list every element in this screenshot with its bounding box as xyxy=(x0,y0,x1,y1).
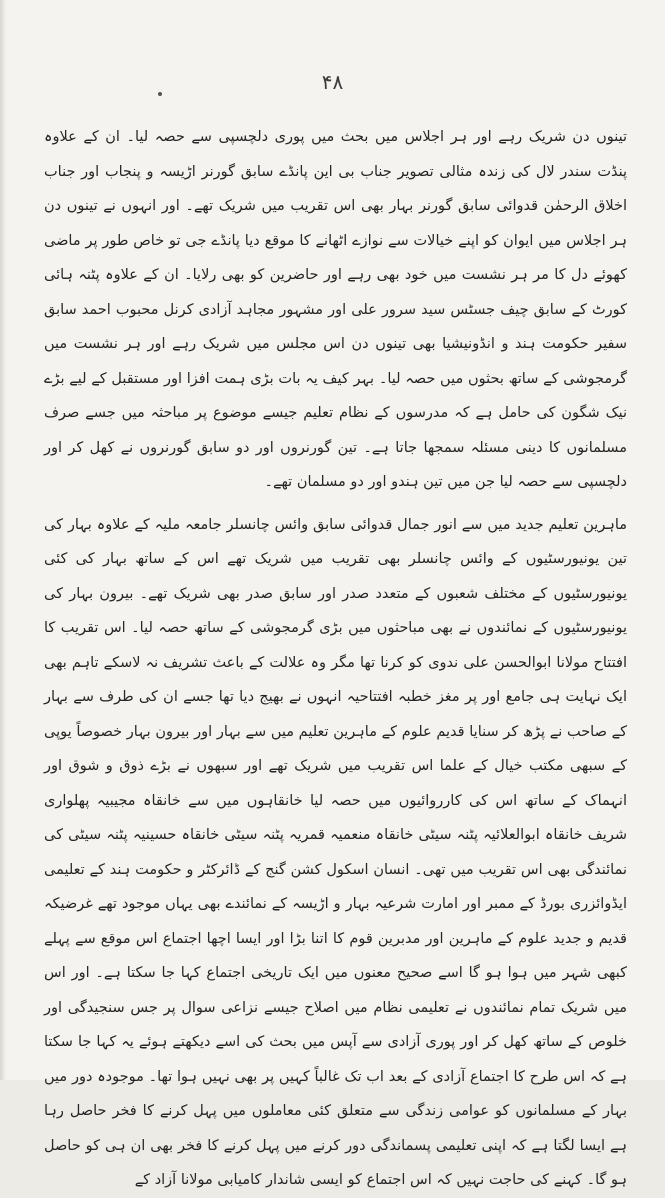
ink-dot xyxy=(158,92,162,96)
body-text xyxy=(44,120,627,1198)
page-number: ۴۸ xyxy=(321,70,344,94)
paragraph-1: تینوں دن شریک رہے اور ہر اجلاس میں بحث میں پوری دلچسپی سے حصہ لیا۔ ان کے علاوہ پنڈت سندر لال کی زندہ مثالی تصویر جناب بی این پانڈے سابق گورنر اڑیسہ و پنجاب اور جناب اخلاق الرحمٰن قدوائی سابق گورنر بہار بھی اس تقریب میں شریک تھے۔ اور انہوں نے تینوں دن ہر اجلاس میں ایوان کو اپنے خیالات سے نوازے اٹھانے کا موقع دیا پانڈے جی تو خاص طور پر ماضی کھوئے دل کا مر ہر نشست میں خود بھی رہے اور حاضرین کو بھی رلایا۔ ان کے علاوہ پٹنہ ہائی کورٹ کے سابق چیف جسٹس سید سرور علی اور مشہور مجاہد آزادی کرنل محبوب احمد سابق سفیر حکومت ہند و انڈونیشیا بھی تینوں دن اس مجلس میں شریک رہے اور ہر نشست میں گرمجوشی کے ساتھ بحثوں میں حصہ لیا۔ بہر کیف یہ بات بڑی ہمت افزا اور مستقبل کے لیے بڑے نیک شگون کی حامل ہے کہ مدرسوں کے نظام تعلیم جیسے موضوع پر مباحثہ میں جسے صرف مسلمانوں کا دینی مسئلہ سمجھا جاتا ہے۔ تین گورنروں اور دو سابق گورنروں نے کھل کر اور دلچسپی سے حصہ لیا جن میں تین ہندو اور دو مسلمان تھے۔ xyxy=(44,129,627,490)
page-edge-shadow xyxy=(0,0,6,1080)
paragraph-2: ماہرین تعلیم جدید میں سے انور جمال قدوائی سابق وائس چانسلر جامعہ ملیہ کے علاوہ بہار کی تین یونیورسٹیوں کے وائس چانسلر بھی تقریب میں شریک تھے اس کے ساتھ بہار کی کئی یونیورسٹیوں کے مختلف شعبوں کے متعدد صدر اور سابق صدر بھی شریک تھے۔ بیرون بہار کی یونیورسٹیوں کے نمائندوں نے بھی مباحثوں میں بڑی گرمجوشی کے ساتھ حصہ لیا۔ اس تقریب کا افتتاح مولانا ابوالحسن علی ندوی کو کرنا تھا مگر وہ علالت کے باعث تشریف نہ لاسکے تاہم بھی ایک نہایت ہی جامع اور پر مغز خطبہ افتتاحیہ انہوں نے بھیج دیا تھا جسے ان کی طرف سے بہار کے صاحب نے پڑھ کر سنایا قدیم علوم کے ماہرین تعلیم میں سے بہار اور بیرون بہار خصوصاً یوپی کے سبھی مکتب خیال کے علما اس تقریب میں شریک تھے اور سبھوں نے بڑے ذوق و شوق اور انہماک کے ساتھ اس کی کارروائیوں میں حصہ لیا خانقاہوں میں سے خانقاہ مجیبیہ پھلواری شریف خانقاہ ابوالعلائیہ پٹنہ سیٹی خانقاہ منعمیہ قمریہ پٹنہ سیٹی خانقاہ حسینیہ پٹنہ سیٹی کی نمائندگی بھی اس تقریب میں تھی۔ انسان اسکول کشن گنج کے ڈائرکٹر و حکومت ہند کے تعلیمی ایڈوائزری بورڈ کے ممبر اور امارت شرعیہ بہار و اڑیسہ کے نمائندے بھی یہاں موجود تھے غرضیکہ قدیم و جدید علوم کے ماہرین اور مدبرین قوم کا اتنا بڑا اور ایسا اچھا اجتماع اس موقع سے پہلے کبھی شہر میں ہوا ہو گا اسے صحیح معنوں میں ایک تاریخی اجتماع کہا جا سکتا ہے۔ اور اس میں شریک تمام نمائندوں نے تعلیمی نظام میں اصلاح جیسے نزاعی سوال پر جس سنجیدگی اور خلوص کے ساتھ کھل کر اور پوری آزادی سے آپس میں بحث کی اسے دیکھتے ہوئے یہ کہا جا سکتا ہے کہ اس طرح کا اجتماع آزادی کے بعد اب تک غالباً کہیں پر بھی نہیں ہوا تھا۔ موجودہ دور میں بہار کے مسلمانوں کو عوامی زندگی سے متعلق کئی معاملوں میں پہل کرنے کا فخر حاصل رہا ہے ایسا لگتا ہے کہ اپنی تعلیمی پسماندگی دور کرنے میں پہل کرنے کا فخر بھی ان ہی کو حاصل ہو گا۔ کہنے کی حاجت نہیں کہ اس اجتماع کو ایسی شاندار کامیابی مولانا آزاد کے xyxy=(44,516,627,1188)
